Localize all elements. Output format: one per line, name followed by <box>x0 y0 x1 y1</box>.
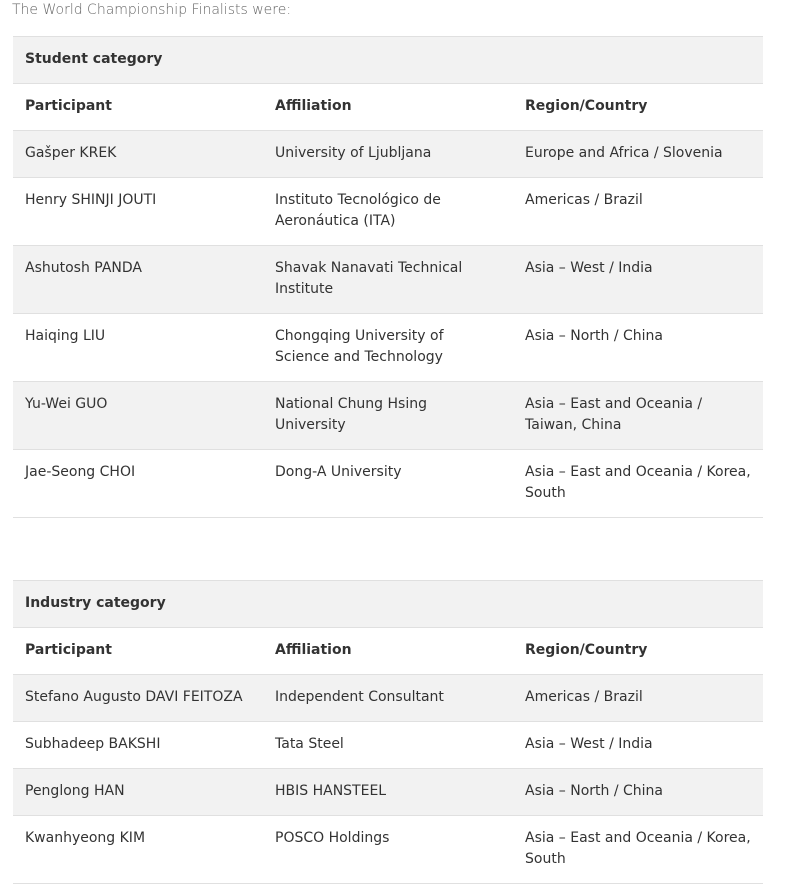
affiliation-cell: Instituto Tecnológico de Aeronáutica (ITA) <box>263 178 513 246</box>
table-row <box>13 178 763 246</box>
region-cell: Asia – North / China <box>513 769 763 816</box>
participant-cell: Yu-Wei GUO <box>13 382 263 450</box>
category-title: Student category <box>13 37 763 84</box>
table-row <box>13 314 763 382</box>
column-header-row <box>13 628 763 675</box>
affiliation-cell: University of Ljubljana <box>263 131 513 178</box>
table-row <box>13 450 763 518</box>
affiliation-cell: Dong-A University <box>263 450 513 518</box>
region-cell: Europe and Africa / Slovenia <box>513 131 763 178</box>
region-cell: Asia – East and Oceania / Korea, South <box>513 450 763 518</box>
table-row <box>13 382 763 450</box>
category-header-row <box>13 37 763 84</box>
category-header-row <box>13 581 763 628</box>
affiliation-cell: Shavak Nanavati Technical Institute <box>263 246 513 314</box>
table-row <box>13 722 763 769</box>
table-row <box>13 675 763 722</box>
participant-cell: Penglong HAN <box>13 769 263 816</box>
table-row <box>13 769 763 816</box>
affiliation-cell: Independent Consultant <box>263 675 513 722</box>
affiliation-cell: POSCO Holdings <box>263 816 513 884</box>
participant-cell: Henry SHINJI JOUTI <box>13 178 263 246</box>
column-header-participant: Participant <box>13 84 263 131</box>
table-row <box>13 131 763 178</box>
column-header-row <box>13 84 763 131</box>
region-cell: Asia – West / India <box>513 246 763 314</box>
student-finalists-table <box>13 36 763 518</box>
column-header-affiliation: Affiliation <box>263 628 513 675</box>
category-title: Industry category <box>13 581 763 628</box>
table-row <box>13 816 763 884</box>
affiliation-cell: Tata Steel <box>263 722 513 769</box>
affiliation-cell: HBIS HANSTEEL <box>263 769 513 816</box>
region-cell: Asia – West / India <box>513 722 763 769</box>
column-header-region: Region/Country <box>513 628 763 675</box>
industry-finalists-table <box>13 580 763 884</box>
region-cell: Americas / Brazil <box>513 178 763 246</box>
participant-cell: Jae-Seong CHOI <box>13 450 263 518</box>
participant-cell: Kwanhyeong KIM <box>13 816 263 884</box>
participant-cell: Stefano Augusto DAVI FEITOZA <box>13 675 263 722</box>
participant-cell: Subhadeep BAKSHI <box>13 722 263 769</box>
region-cell: Asia – East and Oceania / Taiwan, China <box>513 382 763 450</box>
region-cell: Americas / Brazil <box>513 675 763 722</box>
region-cell: Asia – East and Oceania / Korea, South <box>513 816 763 884</box>
participant-cell: Ashutosh PANDA <box>13 246 263 314</box>
affiliation-cell: Chongqing University of Science and Technology <box>263 314 513 382</box>
intro-text: The World Championship Finalists were: <box>12 2 292 18</box>
column-header-region: Region/Country <box>513 84 763 131</box>
column-header-participant: Participant <box>13 628 263 675</box>
table-row <box>13 246 763 314</box>
participant-cell: Haiqing LIU <box>13 314 263 382</box>
participant-cell: Gašper KREK <box>13 131 263 178</box>
column-header-affiliation: Affiliation <box>263 84 513 131</box>
affiliation-cell: National Chung Hsing University <box>263 382 513 450</box>
region-cell: Asia – North / China <box>513 314 763 382</box>
